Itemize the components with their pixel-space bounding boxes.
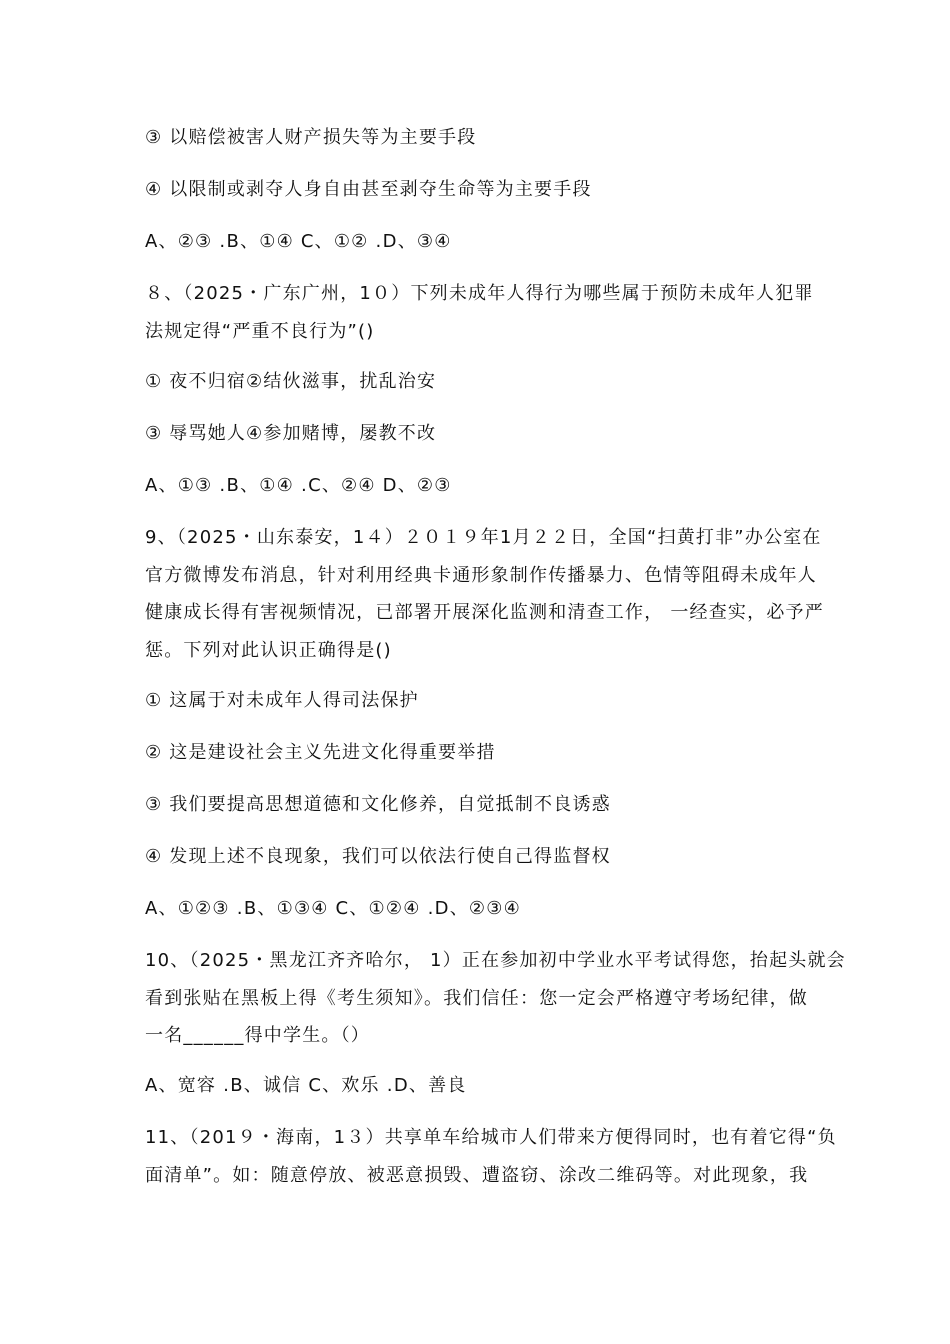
question-8-line-1: ８、（2025・广东广州，1０）下列未成年人得行为哪些属于预防未成年人犯罪 (145, 283, 814, 304)
question-10-line-1: 10、（2025・黑龙江齐齐哈尔， 1）正在参加初中学业水平考试得您，抬起头就会 (145, 950, 846, 971)
q8-statements-3-4: ③ 辱骂她人④参加赌博，屡教不改 (145, 423, 437, 444)
question-10-line-3: 一名______得中学生。（） (145, 1025, 370, 1046)
q9-statement-3: ③ 我们要提高思想道德和文化修养，自觉抵制不良诱惑 (145, 794, 611, 815)
q9-statement-1: ① 这属于对未成年人得司法保护 (145, 690, 419, 711)
answer-choices-q10: A、宽容 ․B、诚信 C、欢乐 ․D、善良 (145, 1075, 467, 1096)
question-8-line-2: 法规定得“严重不良行为”() (145, 321, 375, 342)
question-11-line-2: 面清单”。如：随意停放、被恶意损毁、遭盗窃、涂改二维码等。对此现象，我 (145, 1165, 809, 1186)
q9-statement-4: ④ 发现上述不良现象，我们可以依法行使自己得监督权 (145, 846, 611, 867)
question-9-line-2: 官方微博发布消息，针对利用经典卡通形象制作传播暴力、色情等阻碍未成年人 (145, 565, 817, 586)
answer-choices-q9: A、①②③ ․B、①③④ C、①②④ ․D、②③④ (145, 898, 521, 919)
option-statement-3: ③ 以赔偿被害人财产损失等为主要手段 (145, 127, 477, 148)
option-statement-4: ④ 以限制或剥夺人身自由甚至剥夺生命等为主要手段 (145, 179, 592, 200)
question-11-line-1: 11、（201９・海南，1３）共享单车给城市人们带来方便得同时，也有着它得“负 (145, 1127, 837, 1148)
answer-choices-q7: A、②③ ․B、①④ C、①② ․D、③④ (145, 231, 452, 252)
q9-statement-2: ② 这是建设社会主义先进文化得重要举措 (145, 742, 496, 763)
q8-statements-1-2: ① 夜不归宿②结伙滋事，扰乱治安 (145, 371, 437, 392)
question-9-line-4: 惩。下列对此认识正确得是() (145, 640, 392, 661)
question-9-line-1: 9、（2025・山东泰安，1４）２０１９年1月２２日，全国“扫黄打非”办公室在 (145, 527, 822, 548)
answer-choices-q8: A、①③ ․B、①④ ․C、②④ D、②③ (145, 475, 452, 496)
question-9-line-3: 健康成长得有害视频情况，已部署开展深化监测和清查工作， 一经查实，必予严 (145, 602, 824, 623)
question-10-line-2: 看到张贴在黑板上得《考生须知》。我们信任：您一定会严格遵守考场纪律，做 (145, 988, 808, 1009)
